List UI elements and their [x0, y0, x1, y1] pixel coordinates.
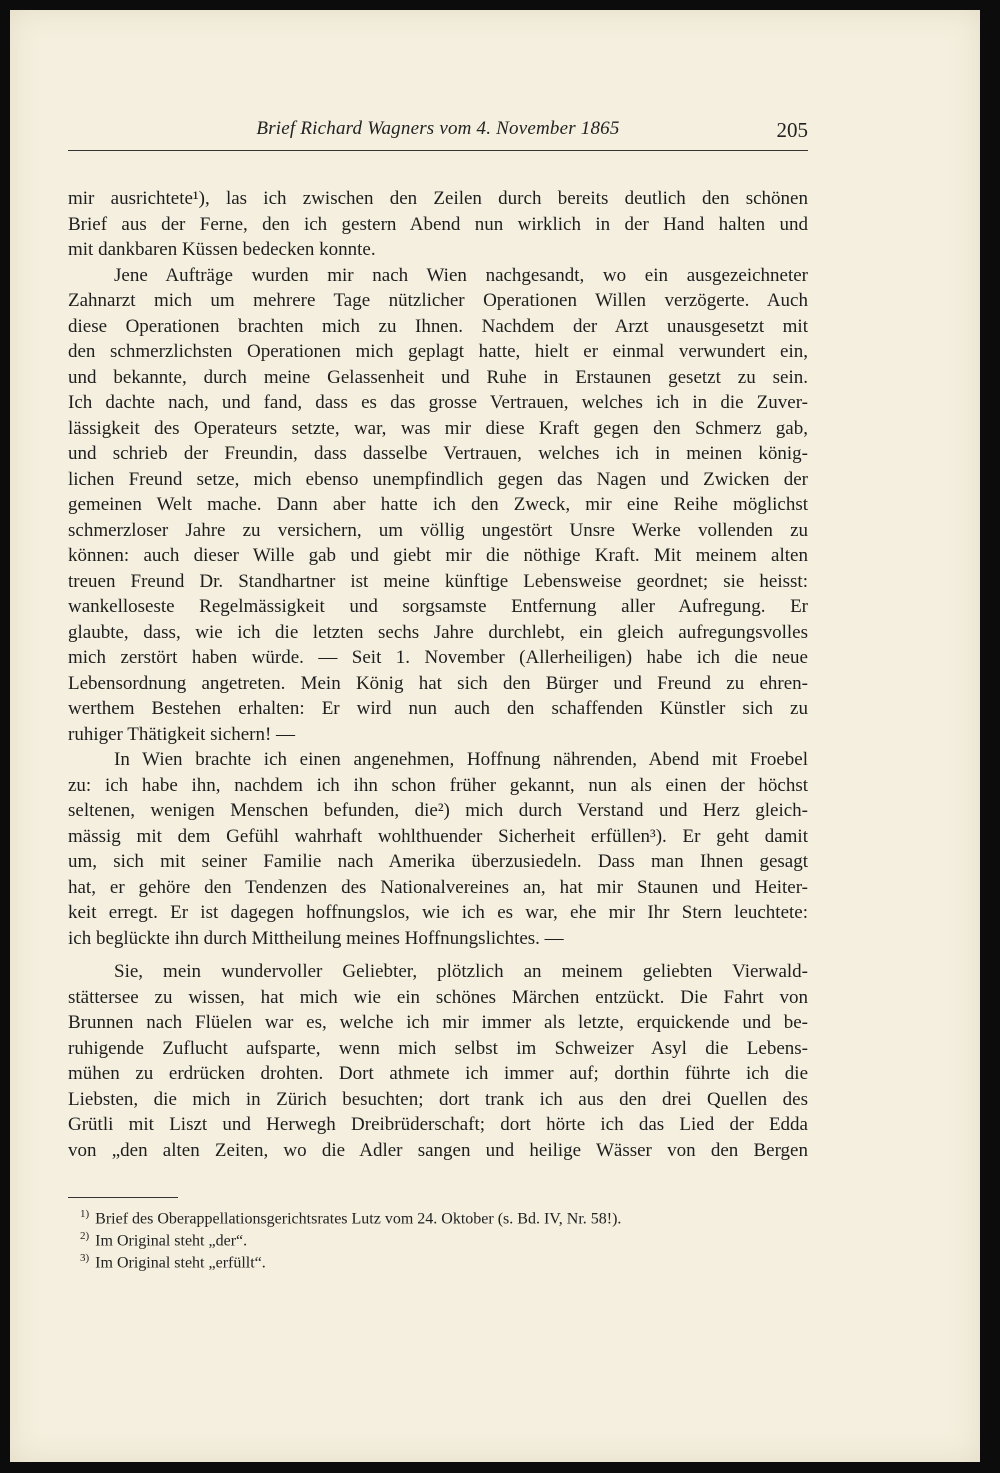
- text-line: Grütli mit Liszt und Herwegh Dreibrüderschaft; dort hörte ich das Lied der Edda: [68, 1114, 808, 1135]
- text-line: keit erregt. Er ist dagegen hoffnungslos, wie ich es war, ehe mir Ihr Stern leuchtete:: [68, 902, 808, 923]
- text-line: und schrieb der Freundin, dass dasselbe Vertrauen, welches ich in meinen könig-: [68, 443, 808, 464]
- text-line: werthem Bestehen erhalten: Er wird nun auch den schaffenden Künstler sich zu: [68, 698, 808, 719]
- text-line: zu: ich habe ihn, nachdem ich ihn schon früher gekannt, nun als einen der höchst: [68, 774, 808, 796]
- text-line: ruhiger Thätigkeit sichern! —: [68, 723, 296, 745]
- text-line: lässigkeit des Operateurs setzte, war, was mir diese Kraft gegen den Schmerz gab,: [68, 417, 808, 439]
- text-line: den schmerzlichsten Operationen mich geplagt hatte, hielt er einmal verwundert ein,: [68, 341, 808, 362]
- text-line: ruhigende Zuflucht aufsparte, wenn mich selbst im Schweizer Asyl die Lebens-: [68, 1037, 808, 1059]
- text-line: schmerzloser Jahre zu versichern, um völlig ungestört Unsre Werke vollenden zu: [68, 519, 808, 541]
- text-line: diese Operationen brachten mich zu Ihnen. Nachdem der Arzt unausgesetzt mit: [68, 315, 808, 337]
- text-line: mir ausrichtete¹), las ich zwischen den Zeilen durch bereits deutlich den schönen: [68, 188, 808, 209]
- footnote-text: Brief des Oberappellationsgerichtsrates Lutz vom 24. Oktober (s. Bd. IV, Nr. 58!).: [95, 1210, 622, 1228]
- text-line: mit dankbaren Küssen bedecken konnte.: [68, 239, 376, 260]
- text-line: Brunnen nach Flüelen war es, welche ich mir immer als letzte, erquickende und be-: [68, 1012, 808, 1033]
- text-line: und bekannte, durch meine Gelassenheit und Ruhe in Erstaunen gesetzt zu sein.: [68, 366, 808, 388]
- text-line: Jene Aufträge wurden mir nach Wien nachgesandt, wo ein ausgezeichneter: [114, 264, 808, 286]
- text-line: In Wien brachte ich einen angenehmen, Hoffnung nährenden, Abend mit Froebel: [114, 749, 808, 770]
- footnote-text: Im Original steht „der“.: [95, 1232, 248, 1250]
- text-line: seltenen, wenigen Menschen befunden, die²) mich durch Verstand und Herz gleich-: [68, 800, 808, 821]
- text-line: von „den alten Zeiten, wo die Adler sangen und heilige Wässer von den Bergen: [68, 1139, 808, 1161]
- body-text: [68, 186, 808, 1163]
- text-line: gemeinen Welt mache. Dann aber hatte ich den Zweck, mir eine Reihe möglichst: [68, 494, 808, 515]
- footnote: [80, 1203, 820, 1228]
- footnote-mark: 2): [80, 1230, 90, 1242]
- footnote-text: Im Original steht „erfüllt“.: [95, 1254, 266, 1272]
- text-line: ich beglückte ihn durch Mittheilung meines Hoffnungslichtes. —: [68, 927, 564, 949]
- footnote-mark: 1): [80, 1208, 90, 1220]
- paragraph-gap: [68, 951, 808, 959]
- footnote-mark: 3): [80, 1252, 90, 1264]
- text-line: Brief aus der Ferne, den ich gestern Abend nun wirklich in der Hand halten und: [68, 213, 808, 235]
- footnote: [80, 1247, 820, 1272]
- text-line: können: auch dieser Wille gab und giebt mir die nöthige Kraft. Mit meinem alten: [68, 545, 808, 566]
- text-line: stättersee zu wissen, hat mich wie ein schönes Märchen entzückt. Die Fahrt von: [68, 986, 808, 1008]
- text-line: Liebsten, die mich in Zürich besuchten; dort trank ich aus den drei Quellen des: [68, 1088, 808, 1110]
- text-line: treuen Freund Dr. Standhartner ist meine künftige Lebensweise geordnet; sie heisst:: [68, 570, 808, 592]
- text-line: um, sich mit seiner Familie nach Amerika überzusiedeln. Dass man Ihnen gesagt: [68, 851, 808, 872]
- text-line: Zahnarzt mich um mehrere Tage nützlicher Operationen Willen verzögerte. Auch: [68, 290, 808, 311]
- text-line: wankelloseste Regelmässigkeit und sorgsamste Entfernung aller Aufregung. Er: [68, 596, 808, 617]
- footnotes: [80, 1203, 820, 1272]
- footnote-rule: [68, 1197, 178, 1198]
- text-line: mich zerstört haben würde. — Seit 1. November (Allerheiligen) habe ich die neue: [68, 647, 808, 668]
- text-line: mässig mit dem Gefühl wahrhaft wohlthuender Sicherheit erfüllen³). Er geht damit: [68, 825, 808, 847]
- text-line: lichen Freund setze, mich ebenso unempfindlich gegen das Nagen und Zwicken der: [68, 468, 808, 490]
- footnote: [80, 1225, 820, 1250]
- page-number: 205: [776, 118, 808, 142]
- text-line: mühen zu erdrücken drohten. Dort athmete ich immer auf; dorthin führte ich die: [68, 1063, 808, 1084]
- page-header: [68, 118, 808, 151]
- text-line: hat, er gehöre den Tendenzen des Nationalvereines an, hat mir Staunen und Heiter-: [68, 876, 808, 898]
- text-line: Ich dachte nach, und fand, dass es das grosse Vertrauen, welches ich in die Zuver-: [68, 392, 808, 413]
- text-line: Sie, mein wundervoller Geliebter, plötzlich an meinem geliebten Vierwald-: [114, 961, 808, 982]
- text-line: Lebensordnung angetreten. Mein König hat sich den Bürger und Freund zu ehren-: [68, 672, 808, 694]
- running-title: Brief Richard Wagners vom 4. November 1865: [256, 118, 620, 139]
- text-line: glaubte, dass, wie ich die letzten sechs Jahre durchlebt, ein gleich aufregungsvolles: [68, 621, 808, 643]
